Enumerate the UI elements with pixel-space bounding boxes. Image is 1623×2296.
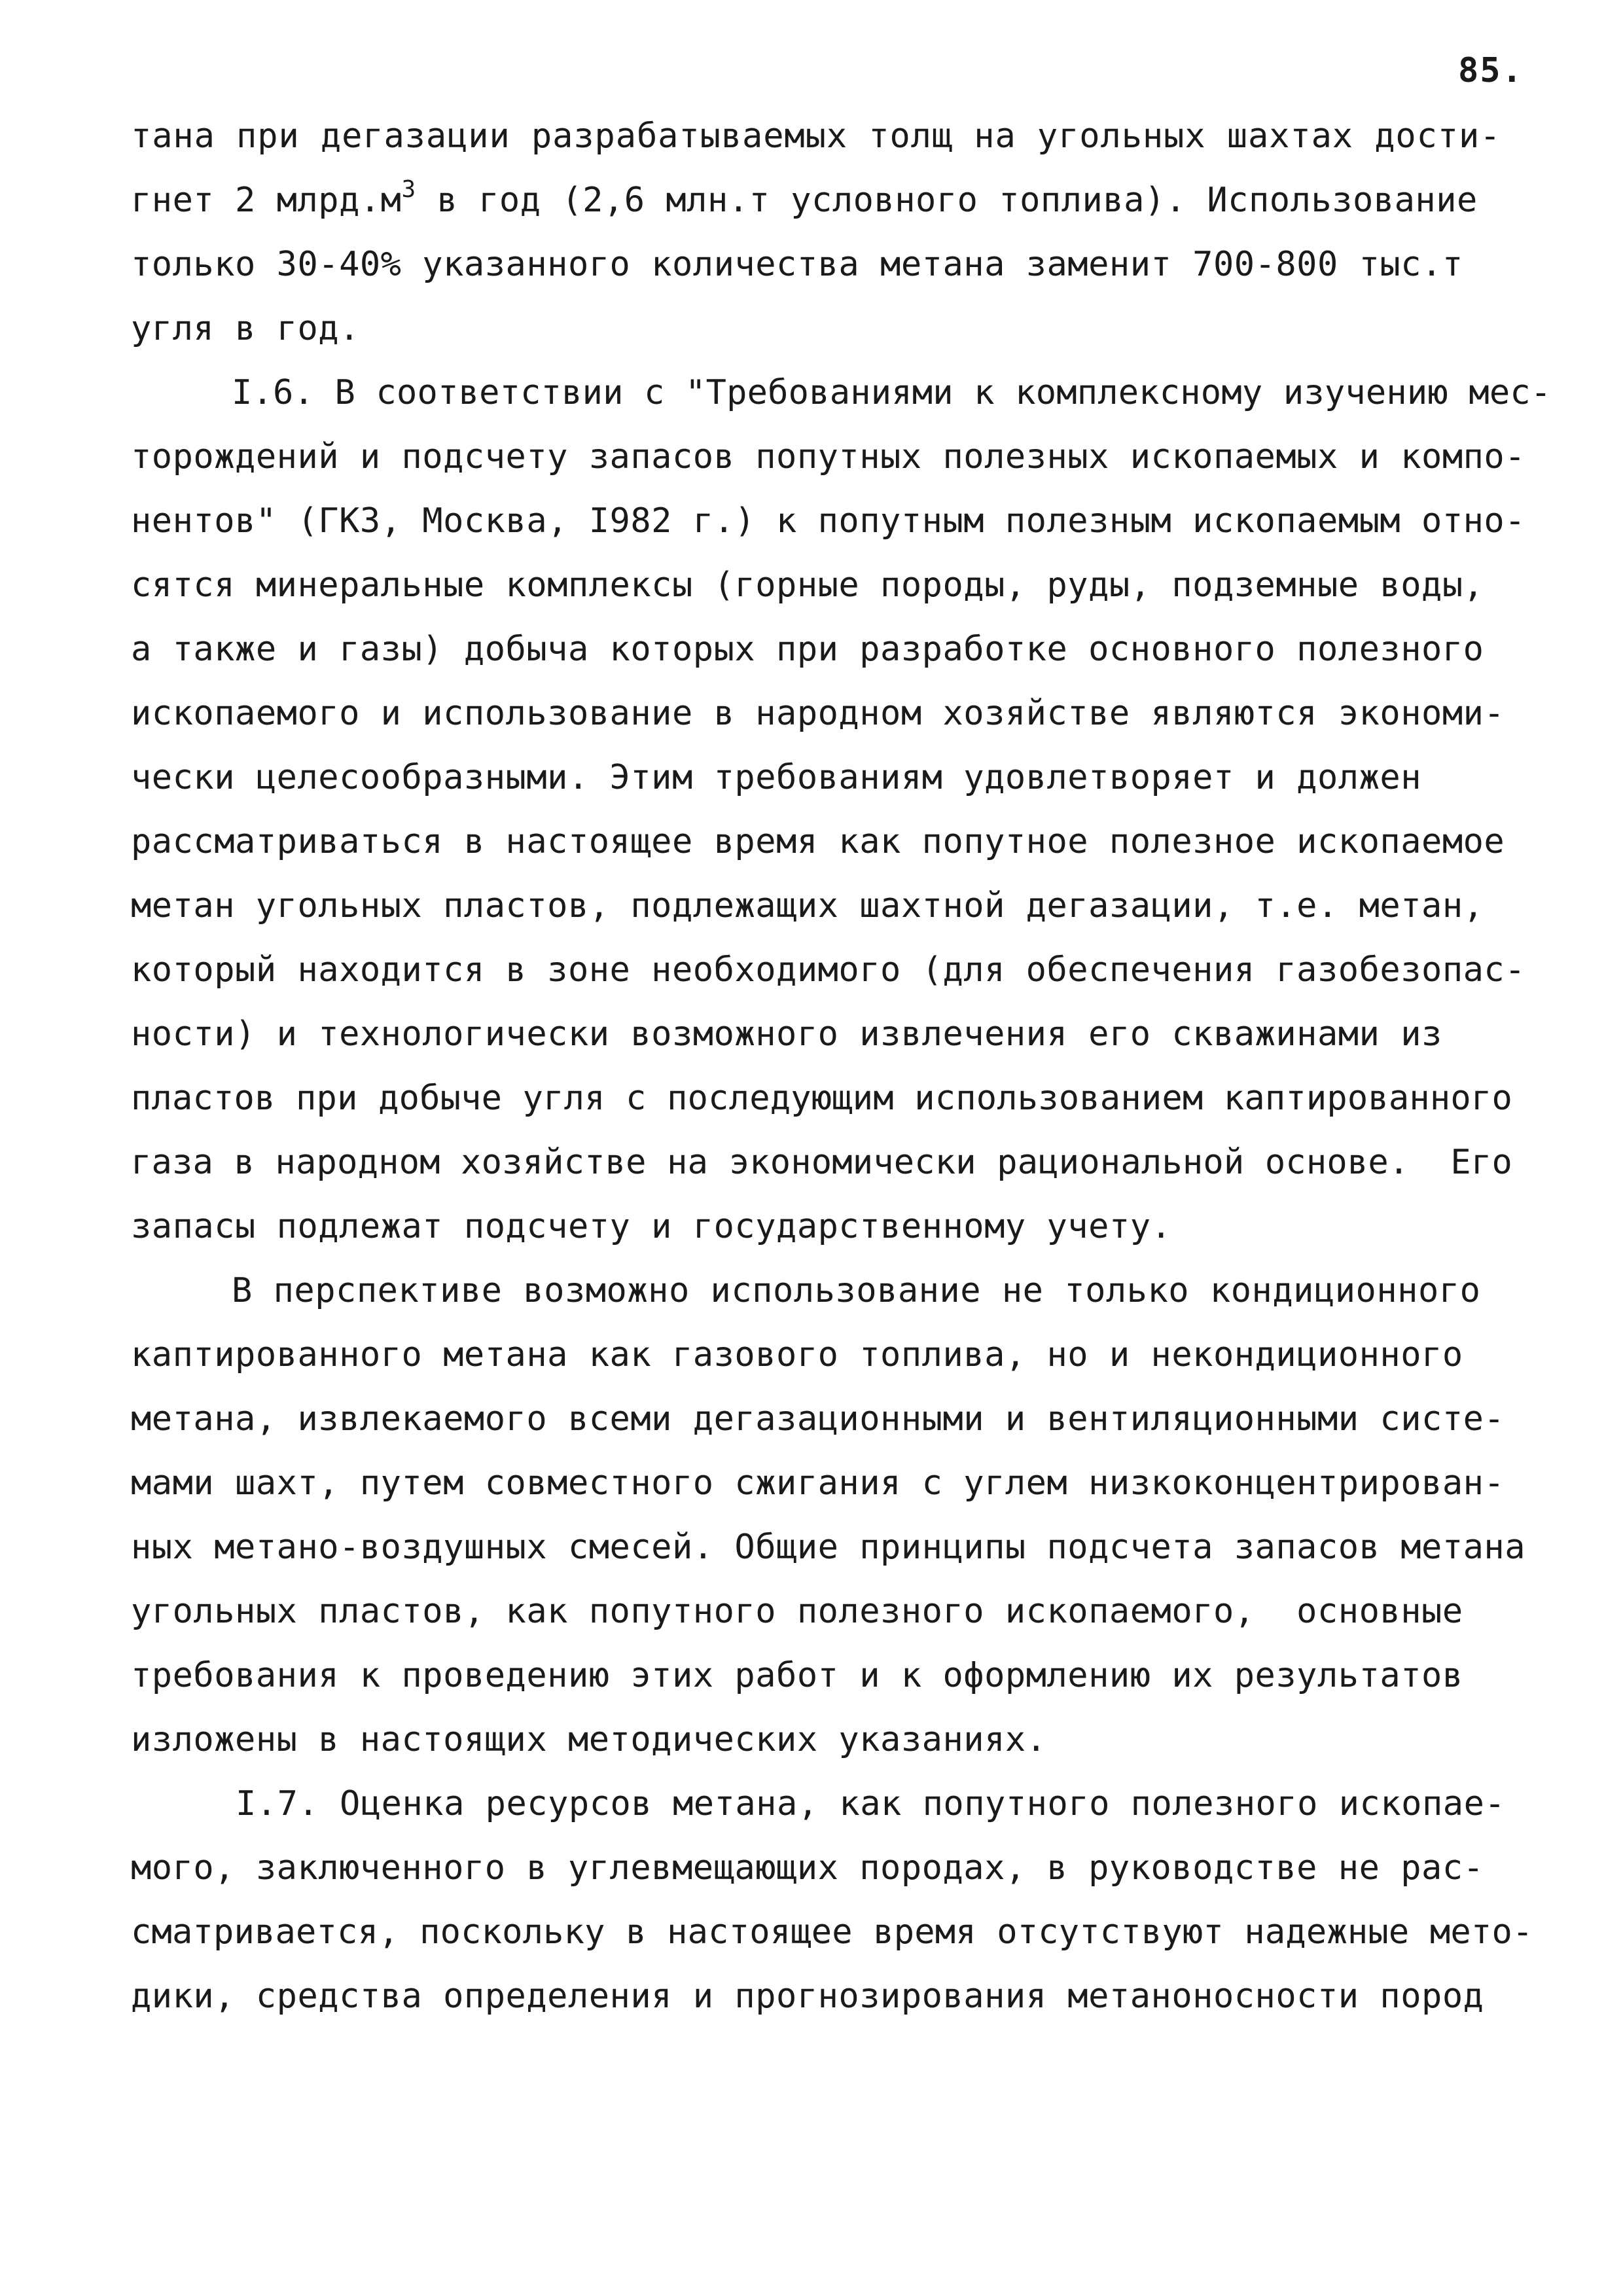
text-line: метана, извлекаемого всеми дегазационными и вентиляционными систе- <box>131 1399 1505 1439</box>
text-line: дики, средства определения и прогнозирования метаноносности пород <box>131 1977 1484 2016</box>
text-line: нентов" (ГКЗ, Москва, I982 г.) к попутным полезным ископаемым отно- <box>131 501 1526 541</box>
text-line: пластов при добыче угля с последующим использованием каптированного <box>131 1079 1512 1118</box>
paragraph-start-line: В перспективе возможно использование не только кондиционного <box>232 1271 1481 1310</box>
text-line: запасы подлежат подсчету и государственному учету. <box>131 1207 1172 1246</box>
text-line: сятся минеральные комплексы (горные породы, руды, подземные воды, <box>131 565 1484 605</box>
text-line: только 30-40% указанного количества метана заменит 700-800 тыс.т <box>131 245 1463 284</box>
text-line: тана при дегазации разрабатываемых толщ на угольных шахтах дости- <box>131 117 1501 156</box>
text-line: торождений и подсчету запасов попутных полезных ископаемых и компо- <box>131 437 1526 476</box>
text-line: рассматриваться в настоящее время как попутное полезное ископаемое <box>131 822 1505 861</box>
text-line: который находится в зоне необходимого (для обеспечения газобезопас- <box>131 950 1526 990</box>
text-fragment: в год (2,6 млн.т условного топлива). Использование <box>416 181 1478 220</box>
text-line: мого, заключенного в углевмещающих породах, в руководстве не рас- <box>131 1848 1484 1888</box>
text-line: ископаемого и использование в народном хозяйстве являются экономи- <box>131 694 1505 733</box>
text-fragment: гнет 2 млрд.м <box>131 181 402 220</box>
superscript: 3 <box>401 176 416 203</box>
text-line: сматривается, поскольку в настоящее время отсутствуют надежные мето- <box>131 1912 1533 1952</box>
text-line: каптированного метана как газового топлива, но и некондиционного <box>131 1335 1463 1374</box>
text-line: требования к проведению этих работ и к оформлению их результатов <box>131 1656 1463 1695</box>
text-line: мами шахт, путем совместного сжигания с углем низкоконцентрирован- <box>131 1463 1505 1503</box>
text-line: метан угольных пластов, подлежащих шахтной дегазации, т.е. метан, <box>131 886 1484 925</box>
text-line: угля в год. <box>131 309 360 348</box>
paragraph-start-line: I.6. В соответствии с "Требованиями к комплексному изучению мес- <box>232 373 1552 412</box>
text-line: угольных пластов, как попутного полезного ископаемого, основные <box>131 1592 1463 1631</box>
text-line: газа в народном хозяйстве на экономически рациональной основе. Его <box>131 1143 1512 1182</box>
text-line: а также и газы) добыча которых при разработке основного полезного <box>131 630 1484 669</box>
text-line: ных метано-воздушных смесей. Общие принципы подсчета запасов метана <box>131 1528 1526 1567</box>
text-line-with-superscript <box>131 176 1478 220</box>
page-number: 85. <box>1458 51 1524 90</box>
paragraph-start-line: I.7. Оценка ресурсов метана, как попутного полезного ископае- <box>236 1784 1506 1823</box>
text-line: ности) и технологически возможного извлечения его скважинами из <box>131 1014 1442 1054</box>
text-line: изложены в настоящих методических указаниях. <box>131 1720 1047 1759</box>
text-line: чески целесообразными. Этим требованиям удовлетворяет и должен <box>131 758 1422 797</box>
